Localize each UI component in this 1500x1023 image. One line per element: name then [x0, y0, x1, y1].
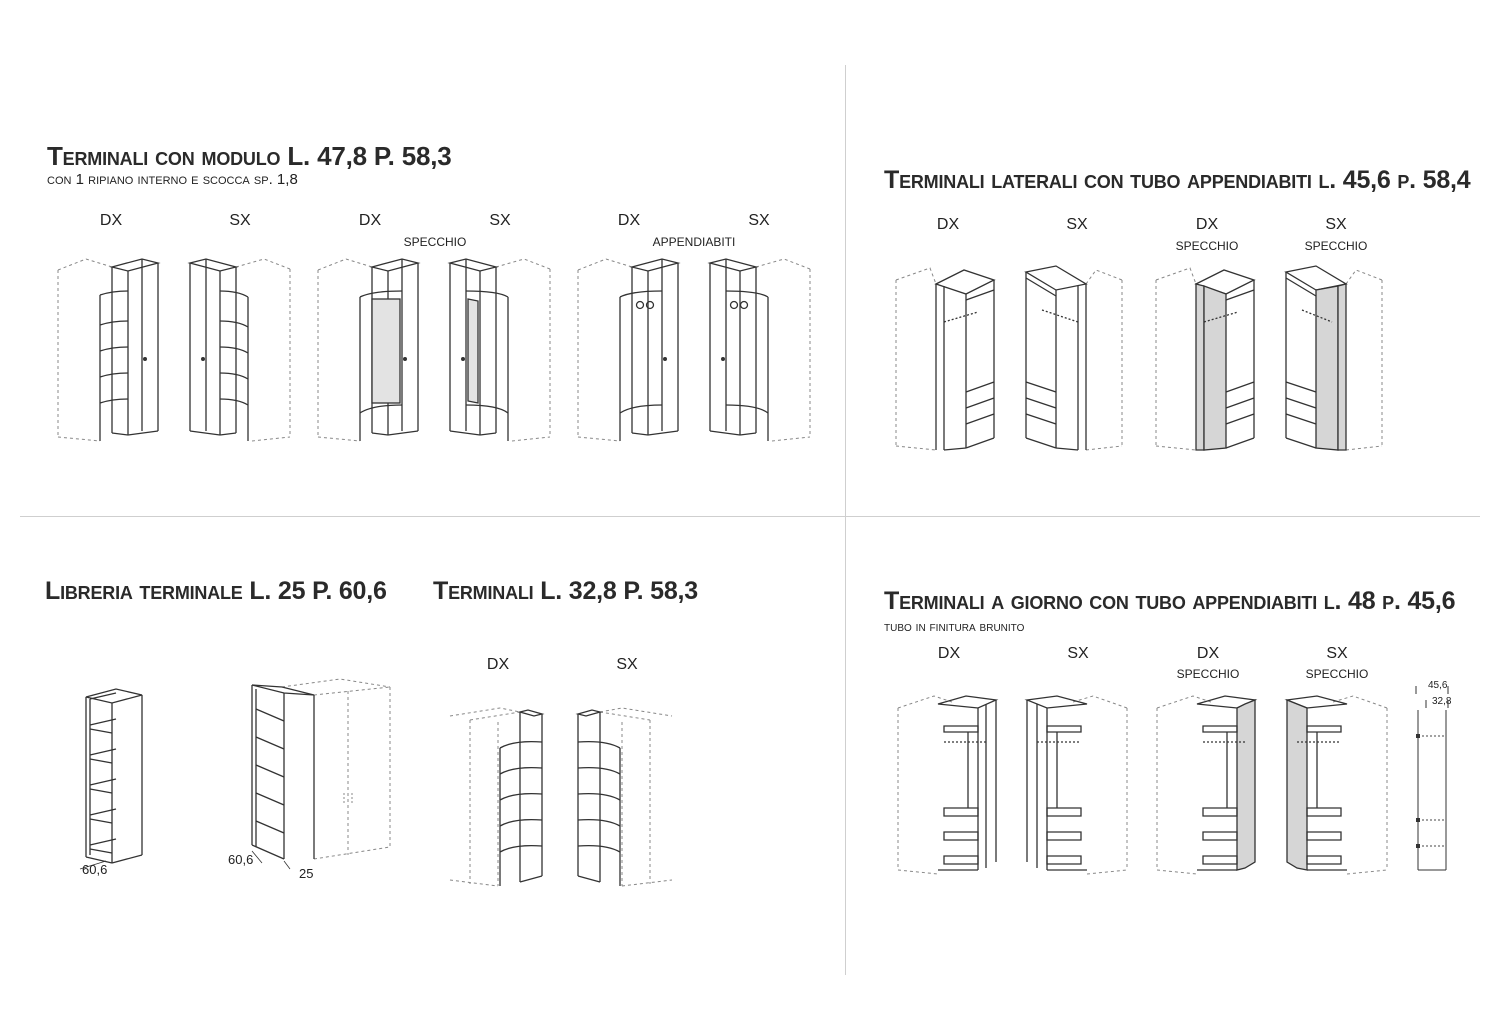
label-sx-2: SX: [489, 212, 511, 229]
diagram-terminale-laterale-dx: [892, 262, 1002, 457]
dimension-libreria-armadio-depth: 60,6: [228, 852, 254, 867]
diagram-terminale-giorno-dx: [894, 690, 1004, 880]
diagram-terminale-modulo-dx-appendiabiti: [576, 255, 686, 445]
sublabel-specchio-laterale-1: SPECCHIO: [1175, 239, 1239, 253]
label-dx-laterale-2: DX: [1195, 216, 1219, 233]
diagram-libreria-terminale: [76, 685, 156, 875]
title-libreria-terminale: Libreria terminale L. 25 P. 60,6: [45, 577, 387, 605]
diagram-side-section: [1412, 680, 1452, 875]
sublabel-specchio-giorno-2: SPECCHIO: [1305, 667, 1369, 681]
sublabel-appendiabiti: APPENDIABITI: [652, 235, 736, 249]
label-sx-laterale-2: SX: [1325, 216, 1347, 233]
dimension-outer-depth: 45,6: [1428, 680, 1448, 691]
diagram-terminale-giorno-sx: [1023, 690, 1133, 880]
label-dx-2: DX: [358, 212, 382, 229]
diagram-terminale-modulo-sx: [186, 255, 296, 445]
title-terminali-a-giorno: Terminali a giorno con tubo appendiabiti l. 48 p. 45,6: [884, 587, 1456, 615]
label-dx-1: DX: [99, 212, 123, 229]
diagram-terminale-giorno-sx-specchio: [1283, 690, 1393, 880]
diagram-terminale-328-dx: [446, 700, 550, 890]
label-sx-giorno-2: SX: [1326, 645, 1348, 662]
sublabel-specchio-top-left: SPECCHIO: [403, 235, 467, 249]
diagram-terminale-328-sx: [574, 700, 678, 890]
label-sx-giorno-1: SX: [1067, 645, 1089, 662]
diagram-terminale-giorno-dx-specchio: [1153, 690, 1263, 880]
subtitle-terminali-modulo: con 1 ripiano interno e scocca sp. 1,8: [47, 171, 298, 188]
vertical-divider: [845, 65, 846, 975]
label-sx-terminali-328: SX: [616, 656, 638, 673]
diagram-terminale-laterale-dx-specchio: [1152, 262, 1262, 457]
label-sx-1: SX: [229, 212, 251, 229]
dimension-libreria-depth: 60,6: [82, 862, 108, 877]
label-dx-laterale-1: DX: [936, 216, 960, 233]
diagram-libreria-con-armadio: [240, 675, 400, 875]
label-dx-3: DX: [617, 212, 641, 229]
label-sx-laterale-1: SX: [1066, 216, 1088, 233]
label-sx-3: SX: [748, 212, 770, 229]
dimension-libreria-armadio-width: 25: [299, 866, 314, 881]
label-dx-giorno-1: DX: [937, 645, 961, 662]
label-dx-terminali-328: DX: [486, 656, 510, 673]
title-terminali-modulo: Terminali con modulo L. 47,8 P. 58,3: [47, 141, 452, 171]
title-terminali-laterali: Terminali laterali con tubo appendiabiti l. 45,6 p. 58,4: [884, 166, 1471, 194]
diagram-terminale-laterale-sx: [1022, 262, 1132, 457]
sublabel-specchio-giorno-1: SPECCHIO: [1176, 667, 1240, 681]
diagram-terminale-modulo-sx-appendiabiti: [706, 255, 816, 445]
diagram-terminale-modulo-dx: [56, 255, 166, 445]
subtitle-tubo-brunito: tubo in finitura brunito: [884, 618, 1025, 634]
title-terminali-328: Terminali L. 32,8 P. 58,3: [433, 577, 698, 605]
sublabel-specchio-laterale-2: SPECCHIO: [1304, 239, 1368, 253]
label-dx-giorno-2: DX: [1196, 645, 1220, 662]
dimension-inner-depth: 32,8: [1432, 696, 1452, 707]
diagram-terminale-modulo-dx-specchio: [316, 255, 426, 445]
diagram-terminale-laterale-sx-specchio: [1282, 262, 1392, 457]
diagram-terminale-modulo-sx-specchio: [446, 255, 556, 445]
horizontal-divider: [20, 516, 1480, 517]
